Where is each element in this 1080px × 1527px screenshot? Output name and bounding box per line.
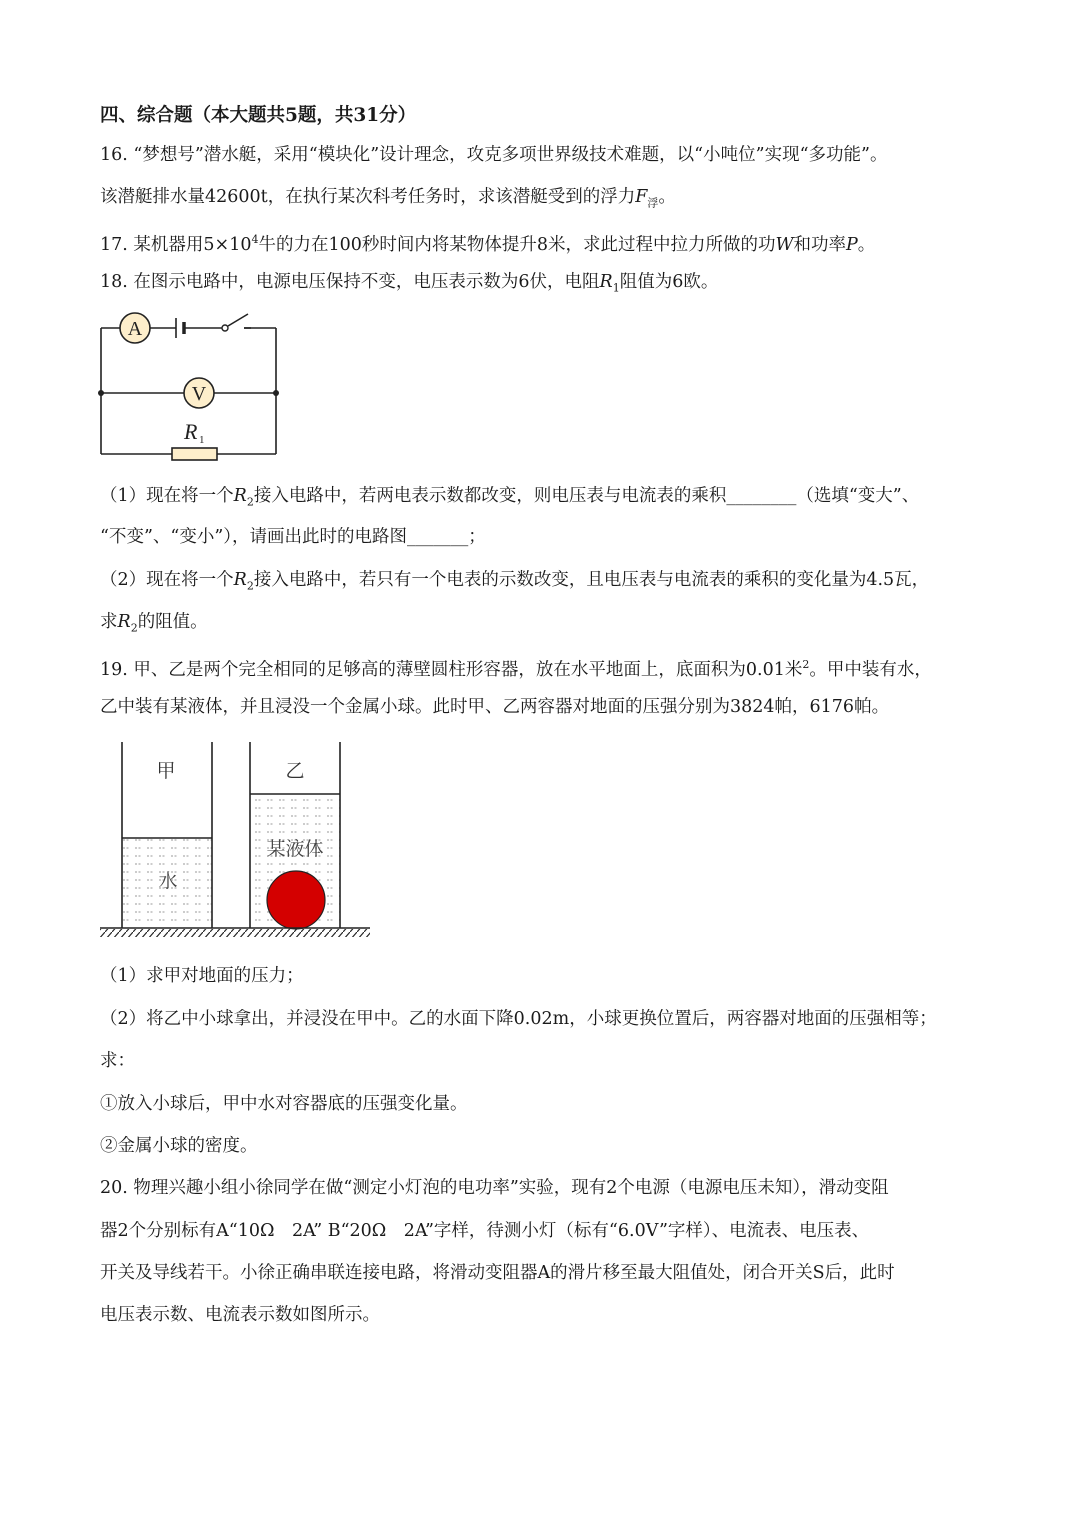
q16-text: 该潜艇排水量42600t，在执行某次科考任务时，求该潜艇受到的浮力 bbox=[100, 187, 636, 207]
q18-p2-pre: （2）现在将一个 bbox=[100, 570, 234, 590]
q18-p1-line-2: “不变”、“变小”），请画出此时的电路图_______； bbox=[100, 527, 486, 547]
q19-pre: 19. 甲、乙是两个完全相同的足够高的薄壁圆柱形容器，放在水平地面上，底面积为0.01米 bbox=[100, 659, 803, 680]
q18-p1-post: 接入电路中，若两电表示数都改变，则电压表与电流表的乘积________（选填“变大”、 bbox=[253, 486, 920, 506]
label-jia: 甲 bbox=[156, 760, 176, 782]
q19-sup: 2 bbox=[802, 658, 810, 671]
q18-p2-line-2 bbox=[100, 609, 208, 642]
ammeter-label: A bbox=[127, 318, 143, 340]
sub-1: 1 bbox=[612, 281, 620, 295]
ground-hatch bbox=[100, 929, 370, 937]
var-r2: R bbox=[233, 486, 247, 506]
q19-line-1 bbox=[100, 652, 932, 683]
sub-2: 2 bbox=[246, 495, 254, 509]
q18-p2-qpost: 的阻值。 bbox=[137, 612, 208, 632]
q19-sub-2: ②金属小球的密度。 bbox=[100, 1136, 258, 1156]
q18-p1-line-1 bbox=[100, 483, 919, 516]
voltmeter-label: V bbox=[191, 383, 207, 405]
resistor-sub: 1 bbox=[199, 434, 205, 446]
metal-ball bbox=[267, 871, 325, 929]
q16-line-1: 16. “梦想号”潜水艇，采用“模块化”设计理念，攻克多项世界级技术难题，以“小吨位”实现“多功能”。 bbox=[100, 145, 888, 165]
q17-end: 。 bbox=[857, 234, 876, 255]
resistor-label: R bbox=[184, 419, 198, 444]
q18-p2-post: 接入电路中，若只有一个电表的示数改变，且电压表与电流表的乘积的变化量为4.5瓦， bbox=[253, 570, 930, 590]
q17-line bbox=[100, 227, 875, 258]
var-r2: R bbox=[233, 570, 247, 590]
var-r1: R bbox=[599, 272, 613, 292]
junction-dot-left bbox=[98, 390, 104, 396]
label-liquid: 某液体 bbox=[266, 838, 324, 860]
q19-p1: （1）求甲对地面的压力； bbox=[100, 966, 304, 986]
containers-figure bbox=[98, 740, 378, 942]
q18-p2-line-1 bbox=[100, 567, 929, 600]
q20-line-1: 20. 物理兴趣小组小徐同学在做“测定小灯泡的电功率”实验，现有2个电源（电源电压未知），滑动变阻 bbox=[100, 1178, 889, 1198]
q18-p1-pre: （1）现在将一个 bbox=[100, 486, 234, 506]
var-p: P bbox=[846, 234, 858, 255]
q19-p2-line-1: （2）将乙中小球拿出，并浸没在甲中。乙的水面下降0.02m，小球更换位置后，两容器对地面的压强相等； bbox=[100, 1009, 937, 1029]
var-r2: R bbox=[117, 612, 131, 632]
q18-line bbox=[100, 269, 718, 302]
q19-p2-line-2: 求： bbox=[100, 1051, 135, 1071]
sub-float: 浮 bbox=[647, 196, 659, 210]
label-water: 水 bbox=[158, 870, 178, 892]
circuit-diagram bbox=[96, 308, 286, 468]
q20-line-3: 开关及导线若干。小徐正确串联连接电路，将滑动变阻器A的滑片移至最大阻值处，闭合开关S后，此时 bbox=[100, 1263, 895, 1283]
q19-post: 。甲中装有水， bbox=[809, 659, 932, 680]
q18-post: 阻值为6欧。 bbox=[619, 272, 719, 292]
q17-mid: 牛的力在100秒时间内将某物体提升8米，求此过程中拉力所做的功 bbox=[258, 234, 776, 255]
q17-and: 和功率 bbox=[793, 234, 847, 255]
q17-exp: 4 bbox=[251, 233, 259, 246]
q18-pre: 18. 在图示电路中，电源电压保持不变，电压表示数为6伏，电阻 bbox=[100, 272, 600, 292]
q20-line-4: 电压表示数、电流表示数如图所示。 bbox=[100, 1305, 380, 1325]
q19-sub-1: ①放入小球后，甲中水对容器底的压强变化量。 bbox=[100, 1094, 468, 1114]
q20-line-2: 器2个分别标有A“10Ω 2A” B“20Ω 2A”字样，待测小灯（标有“6.0V”字样）、电流表、电压表、 bbox=[100, 1221, 870, 1241]
q19-line-2: 乙中装有某液体，并且浸没一个金属小球。此时甲、乙两容器对地面的压强分别为3824帕，6176帕。 bbox=[100, 697, 890, 717]
sub-2: 2 bbox=[130, 621, 138, 635]
sub-2: 2 bbox=[246, 579, 254, 593]
var-f: F bbox=[635, 187, 648, 207]
section-title: 四、综合题（本大题共5题，共31分） bbox=[100, 105, 417, 126]
q16-end: 。 bbox=[658, 187, 676, 207]
junction-dot-right bbox=[273, 390, 279, 396]
q17-pre: 17. 某机器用5×10 bbox=[100, 234, 252, 255]
q16-line-2 bbox=[100, 184, 676, 217]
voltmeter-icon bbox=[184, 378, 214, 408]
switch-icon bbox=[222, 314, 251, 331]
ammeter-icon bbox=[120, 313, 150, 343]
q18-p2-qpre: 求 bbox=[100, 612, 118, 632]
resistor-icon bbox=[172, 448, 217, 460]
label-yi: 乙 bbox=[285, 760, 305, 782]
var-w: W bbox=[775, 234, 794, 255]
